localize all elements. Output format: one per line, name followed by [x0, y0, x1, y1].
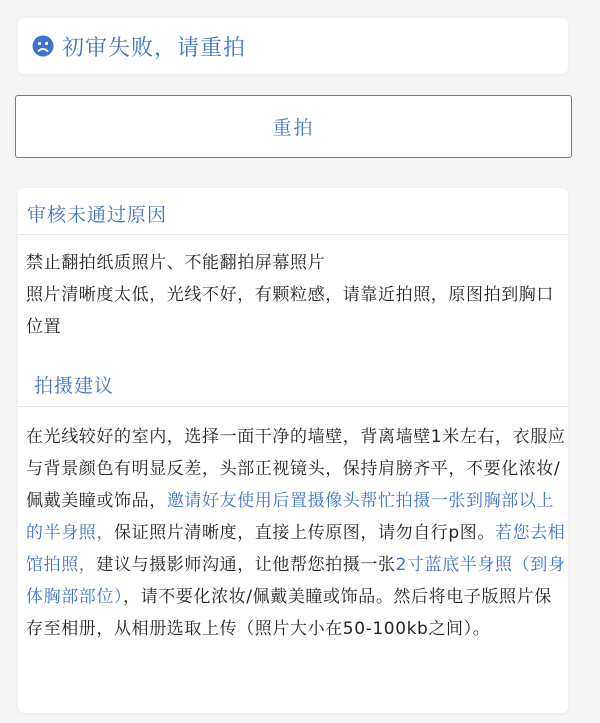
reason-line-1: 禁止翻拍纸质照片、不能翻拍屏幕照片: [26, 253, 326, 273]
reasons-title: 审核未通过原因: [27, 204, 168, 226]
suggestions-text: [26, 421, 566, 645]
retake-button[interactable]: [15, 95, 572, 158]
reason-line-2: 照片清晰度太低，光线不好，有颗粒感，请靠近拍照，原图拍到胸口位置: [26, 285, 554, 337]
review-detail-card: [18, 188, 568, 713]
sad-face-icon: [32, 35, 54, 57]
suggestion-highlight: 若您去相馆拍照，: [26, 523, 566, 575]
suggestions-title: 拍摄建议: [34, 375, 115, 397]
suggestion-highlight: 邀请好友使用后置摄像头帮忙拍摄一张到胸部以上的半身照，: [26, 491, 555, 543]
status-card: [18, 18, 568, 74]
divider: [18, 234, 568, 235]
reason-text: [26, 247, 566, 343]
retake-button-label: 重拍: [272, 117, 315, 139]
suggestion-highlight: 2寸蓝底半身照（到身体胸部部位）: [26, 555, 566, 607]
suggestion-text: 保证照片清晰度，直接上传原图，请勿自行p图。: [114, 523, 495, 543]
status-title: 初审失败，请重拍: [62, 35, 247, 61]
divider: [18, 406, 568, 407]
suggestion-text: ，请不要化浓妆/佩戴美瞳或饰品。然后将电子版照片保存至相册，从相册选取上传（照片大小在50-100kb之间）。: [26, 587, 552, 639]
suggestion-text: 在光线较好的室内，选择一面干净的墙壁，背离墙壁1米左右，衣服应与背景颜色有明显反差，头部正视镜头，保持肩膀齐平，不要化浓妆/佩戴美瞳或饰品，: [26, 427, 566, 511]
suggestion-text: 建议与摄影师沟通，让他帮您拍摄一张: [96, 555, 396, 575]
